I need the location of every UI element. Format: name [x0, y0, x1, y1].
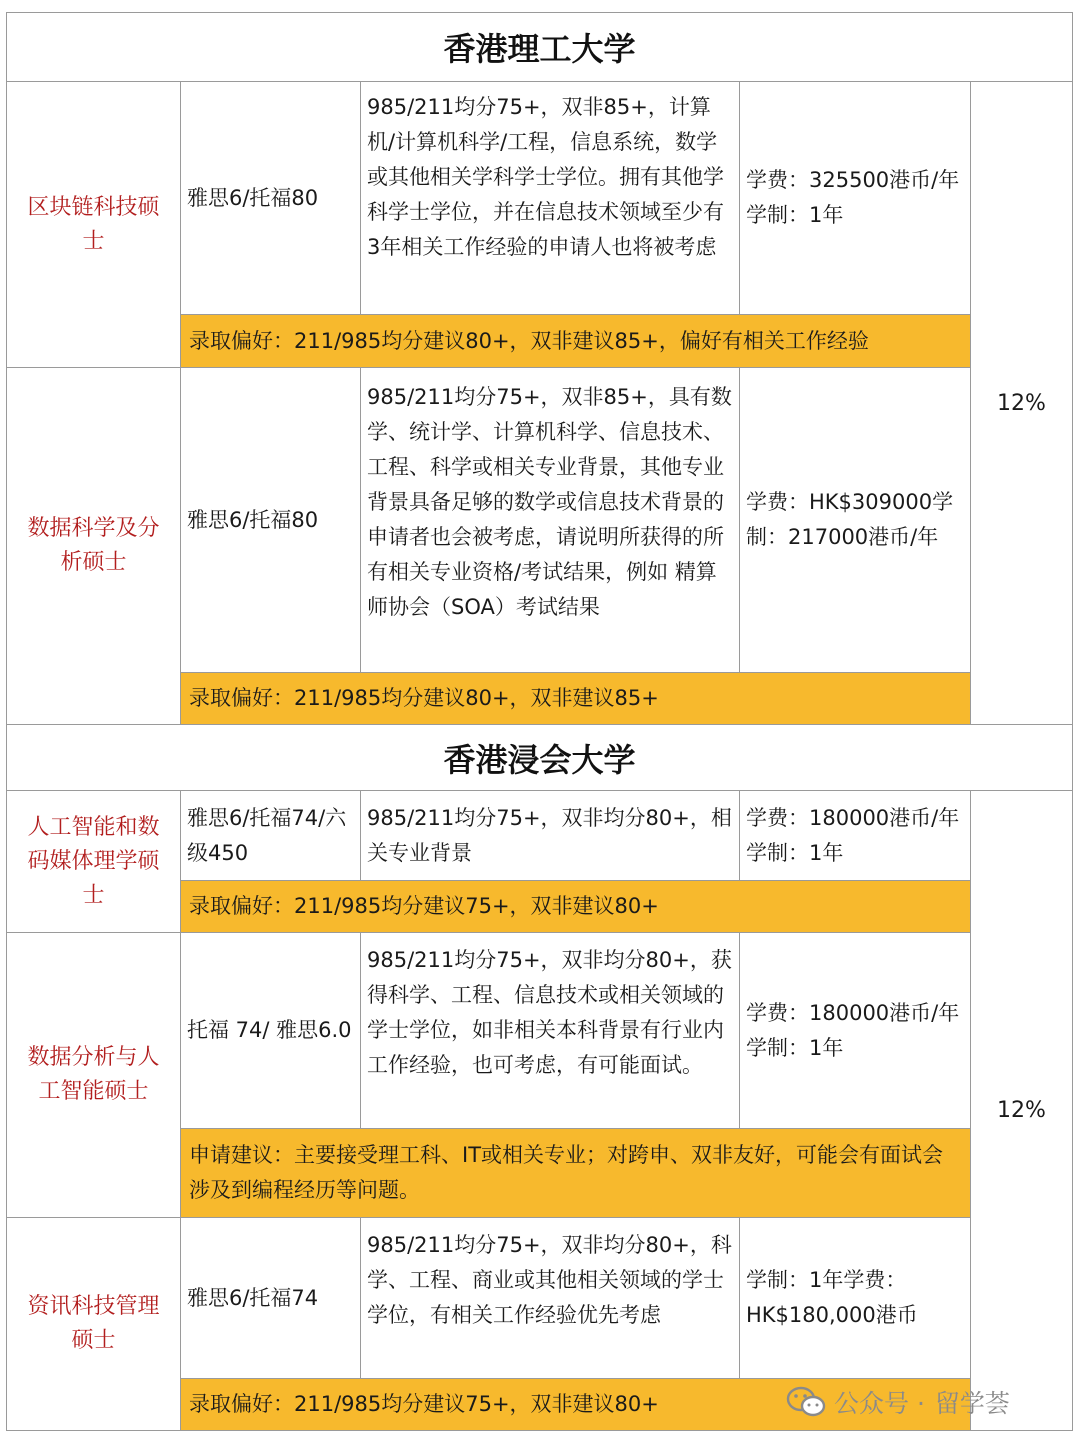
language-requirement: 雅思6/托福80 [180, 81, 361, 315]
admission-rate: 12% [970, 81, 1073, 725]
tuition-fees: 学费：180000港币/年学制：1年 [739, 790, 971, 881]
watermark [786, 1382, 1056, 1422]
language-requirement: 雅思6/托福80 [180, 367, 361, 673]
academic-requirement: 985/211均分75+，双非均分80+，科学、工程、商业或其他相关领域的学士学位，有相关工作经验优先考虑 [360, 1217, 740, 1379]
language-requirement: 托福 74/ 雅思6.0 [180, 932, 361, 1129]
university-header: 香港浸会大学 [6, 724, 1073, 791]
program-name: 数据分析与人工智能硕士 [6, 932, 181, 1218]
admission-preference: 录取偏好：211/985均分建议75+，双非建议80+ [180, 1378, 971, 1431]
application-advice: 申请建议：主要接受理工科、IT或相关专业；对跨申、双非友好，可能会有面试会涉及到编程经历等问题。 [180, 1128, 971, 1218]
tuition-fees: 学费：HK$309000学制：217000港币/年 [739, 367, 971, 673]
language-requirement: 雅思6/托福74 [180, 1217, 361, 1379]
admission-rate: 12% [970, 790, 1073, 1431]
tuition-fees: 学费：180000港币/年学制：1年 [739, 932, 971, 1129]
admission-preference: 录取偏好：211/985均分建议80+，双非建议85+ [180, 672, 971, 725]
program-name: 数据科学及分析硕士 [6, 367, 181, 725]
program-name: 人工智能和数码媒体理学硕士 [6, 790, 181, 933]
tuition-fees: 学制：1年学费：HK$180,000港币 [739, 1217, 971, 1379]
admission-preference: 录取偏好：211/985均分建议80+，双非建议85+，偏好有相关工作经验 [180, 314, 971, 368]
academic-requirement: 985/211均分75+，双非85+，具有数学、统计学、计算机科学、信息技术、工程、科学或相关专业背景，其他专业背景具备足够的数学或信息技术背景的申请者也会被考虑，请说明所获得的所有相关专业资格/考试结果，例如 精算师协会（SOA）考试结果 [360, 367, 740, 673]
watermark-name: 留学荟 [934, 1389, 1010, 1418]
tuition-fees: 学费：325500港币/年学制：1年 [739, 81, 971, 315]
academic-requirement: 985/211均分75+，双非均分80+，获得科学、工程、信息技术或相关领域的学士学位，如非相关本科背景有行业内工作经验，也可考虑，有可能面试。 [360, 932, 740, 1129]
watermark-prefix: 公众号 · [834, 1389, 925, 1418]
university-header: 香港理工大学 [6, 12, 1073, 82]
program-name: 资讯科技管理硕士 [6, 1217, 181, 1431]
academic-requirement: 985/211均分75+，双非均分80+，相关专业背景 [360, 790, 740, 881]
program-name: 区块链科技硕士 [6, 81, 181, 368]
wechat-icon [786, 1385, 826, 1419]
academic-requirement: 985/211均分75+，双非85+，计算机/计算机科学/工程，信息系统，数学或其他相关学科学士学位。拥有其他学科学士学位，并在信息技术领域至少有3年相关工作经验的申请人也将被考虑 [360, 81, 740, 315]
language-requirement: 雅思6/托福74/六级450 [180, 790, 361, 881]
admission-preference: 录取偏好：211/985均分建议75+，双非建议80+ [180, 880, 971, 933]
